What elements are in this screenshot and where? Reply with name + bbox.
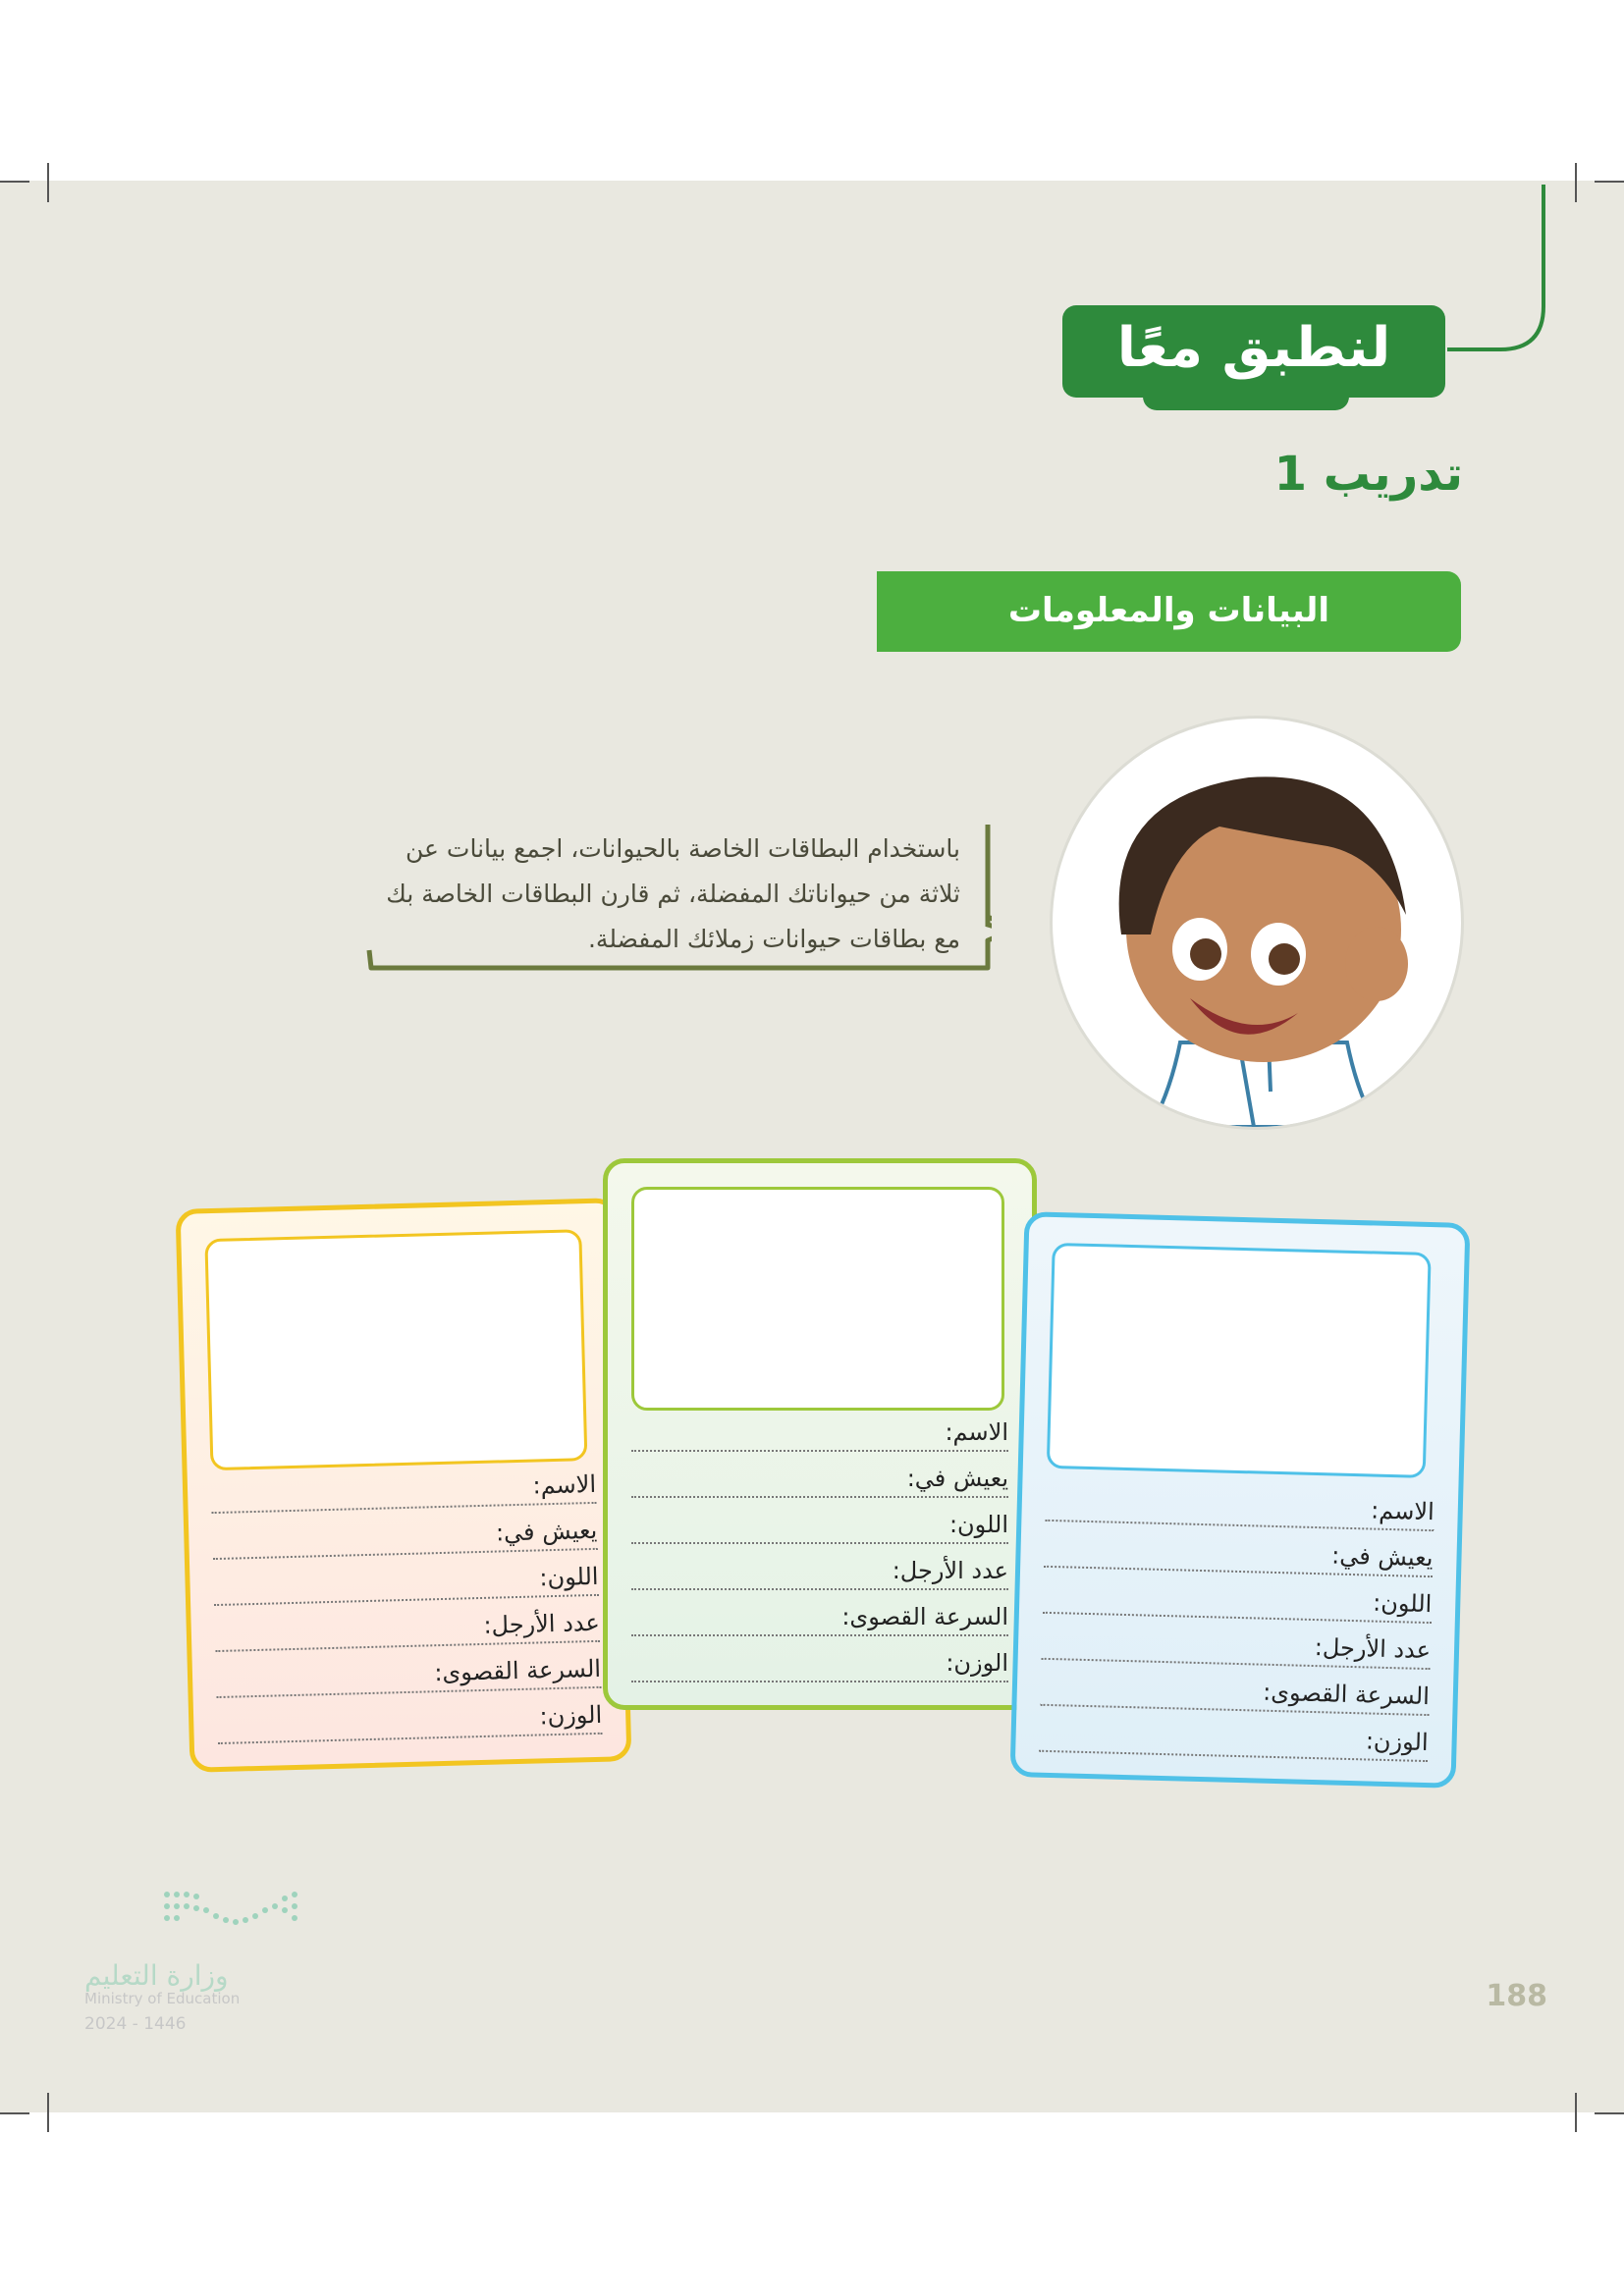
card-field[interactable]: عدد الأرجل: [1042,1615,1432,1670]
lesson-banner: لنطبق معًا [1062,305,1445,398]
card-field[interactable]: الوزن: [631,1637,1008,1682]
card-field[interactable]: اللون: [213,1551,599,1606]
card-field[interactable]: عدد الأرجل: [631,1545,1008,1590]
crop-mark [47,163,49,202]
crop-mark [47,2093,49,2132]
edition-year: 2024 - 1446 [84,2014,187,2034]
crop-mark [1595,181,1624,183]
crop-mark [1595,2112,1624,2114]
card-field[interactable]: السرعة القصوى: [215,1643,601,1698]
section-title: البيانات والمعلومات [877,571,1461,652]
ministry-name-ar: وزارة التعليم [84,1959,229,1992]
photo-frame[interactable] [1047,1243,1432,1478]
card-field[interactable]: الاسم: [631,1407,1008,1452]
ministry-logo-icon [157,1885,373,1944]
boy-character-illustration [1053,719,1461,1127]
character-avatar [1053,719,1461,1127]
crop-mark [0,2112,29,2114]
card-field[interactable]: اللون: [1043,1569,1433,1624]
crop-mark [1575,163,1577,202]
card-field[interactable]: الاسم: [1045,1476,1435,1531]
card-field[interactable]: السرعة القصوى: [1040,1661,1430,1716]
card-field[interactable]: اللون: [631,1499,1008,1544]
ministry-name-en: Ministry of Education [84,1990,241,2007]
instruction-text: باستخدام البطاقات الخاصة بالحيوانات، اجمع بيانات عن ثلاثة من حيواناتك المفضلة، ثم قارن البطاقات الخاصة بك مع بطاقات حيوانات زملائك المفضلة. [386,834,960,953]
card-field[interactable]: يعيش في: [1044,1522,1434,1577]
banner-connector [1434,181,1551,367]
photo-frame[interactable] [631,1187,1004,1411]
card-field[interactable]: السرعة القصوى: [631,1591,1008,1636]
animal-card [176,1198,632,1773]
crop-mark [0,181,29,183]
card-field[interactable]: الوزن: [217,1689,603,1744]
card-field[interactable]: يعيش في: [212,1505,598,1560]
card-field[interactable]: عدد الأرجل: [214,1597,600,1652]
card-field[interactable]: يعيش في: [631,1453,1008,1498]
animal-card [1010,1211,1471,1789]
exercise-title: تدريب 1 [1273,447,1463,502]
photo-frame[interactable] [204,1229,587,1470]
crop-mark [1575,2093,1577,2132]
page-number: 188 [1486,1979,1547,2013]
card-field[interactable]: الاسم: [210,1459,596,1514]
animal-card [603,1158,1037,1710]
card-field[interactable]: الوزن: [1039,1707,1429,1762]
